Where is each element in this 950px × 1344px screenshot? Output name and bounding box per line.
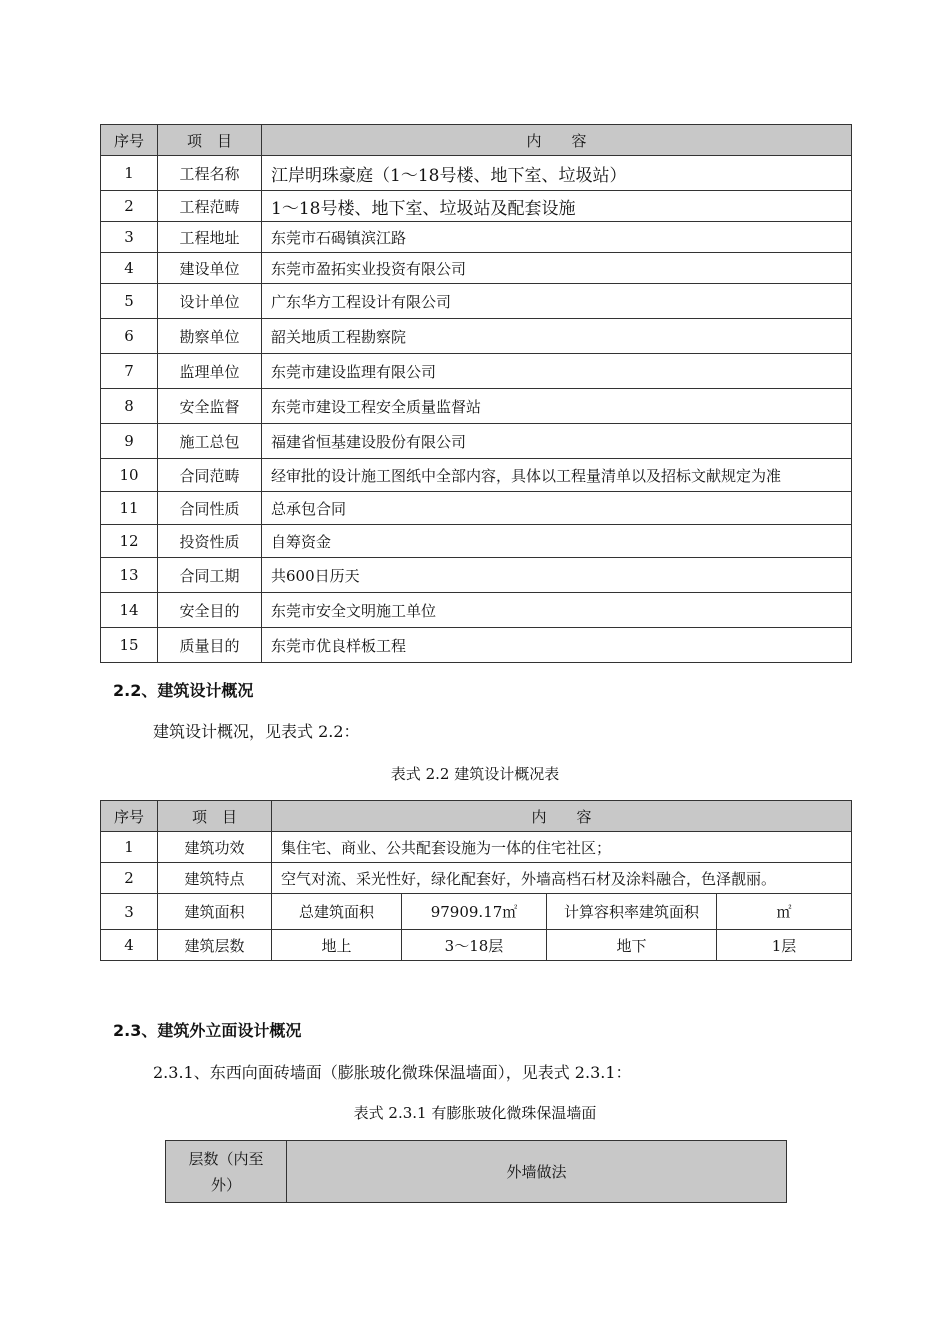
table-row (101, 284, 852, 319)
row-no: 2 (101, 191, 158, 222)
row-no: 10 (101, 459, 158, 492)
header-content: 内 容 (272, 801, 852, 832)
row-no: 14 (101, 593, 158, 628)
row-content: 东莞市盈拓实业投资有限公司 (262, 253, 852, 284)
architectural-design-table (100, 800, 852, 961)
row-no: 5 (101, 284, 158, 319)
row-item: 施工总包 (158, 424, 262, 459)
above-ground-label: 地上 (272, 930, 402, 961)
section-2-3-heading: 2.3、建筑外立面设计概况 (113, 1021, 302, 1040)
row-item: 投资性质 (158, 525, 262, 558)
row-no: 2 (101, 863, 158, 894)
total-area-label: 总建筑面积 (272, 894, 402, 930)
table-header-row (166, 1141, 787, 1203)
row-item: 设计单位 (158, 284, 262, 319)
row-item: 安全监督 (158, 389, 262, 424)
table-header-row (101, 801, 852, 832)
table-header-row (101, 125, 852, 156)
row-no: 6 (101, 319, 158, 354)
underground-value: 1层 (717, 930, 852, 961)
row-item: 建筑面积 (158, 894, 272, 930)
row-no: 3 (101, 894, 158, 930)
header-layers: 层数（内至外） (166, 1141, 287, 1203)
table-row (101, 492, 852, 525)
row-no: 15 (101, 628, 158, 663)
row-content: 福建省恒基建设股份有限公司 (262, 424, 852, 459)
row-no: 7 (101, 354, 158, 389)
above-ground-value: 3～18层 (402, 930, 547, 961)
row-content: 东莞市安全文明施工单位 (262, 593, 852, 628)
header-no: 序号 (101, 125, 158, 156)
table-row (101, 156, 852, 191)
table-row (101, 525, 852, 558)
table-row (101, 832, 852, 863)
table-2-3-1-caption: 表式 2.3.1 有膨胀玻化微珠保温墙面 (353, 1104, 597, 1122)
table-row (101, 593, 852, 628)
row-content: 东莞市优良样板工程 (262, 628, 852, 663)
table-row (101, 628, 852, 663)
row-no: 3 (101, 222, 158, 253)
row-content: 经审批的设计施工图纸中全部内容，具体以工程量清单以及招标文献规定为准 (262, 459, 852, 492)
row-content: 江岸明珠豪庭（1～18号楼、地下室、垃圾站） (262, 156, 852, 191)
table-row (101, 389, 852, 424)
section-2-3-intro: 2.3.1、东西向面砖墙面（膨胀玻化微珠保温墙面），见表式 2.3.1： (153, 1063, 632, 1082)
row-content: 东莞市建设工程安全质量监督站 (262, 389, 852, 424)
row-content: 空气对流、采光性好，绿化配套好，外墙高档石材及涂料融合，色泽靓丽。 (272, 863, 852, 894)
section-2-2-intro: 建筑设计概况，见表式 2.2： (153, 722, 360, 741)
row-content: 广东华方工程设计有限公司 (262, 284, 852, 319)
row-item: 建筑层数 (158, 930, 272, 961)
far-area-value: ㎡ (717, 894, 852, 930)
row-item: 工程范畴 (158, 191, 262, 222)
section-2-2-heading: 2.2、建筑设计概况 (113, 681, 254, 700)
table-row (101, 558, 852, 593)
row-content: 自筹资金 (262, 525, 852, 558)
row-no: 13 (101, 558, 158, 593)
row-item: 质量目的 (158, 628, 262, 663)
header-item: 项 目 (158, 125, 262, 156)
row-item: 建筑特点 (158, 863, 272, 894)
row-item: 合同工期 (158, 558, 262, 593)
row-item: 安全目的 (158, 593, 262, 628)
row-no: 1 (101, 832, 158, 863)
row-content: 东莞市建设监理有限公司 (262, 354, 852, 389)
total-area-value: 97909.17㎡ (402, 894, 547, 930)
row-no: 4 (101, 930, 158, 961)
far-area-label: 计算容积率建筑面积 (547, 894, 717, 930)
table-row (101, 894, 852, 930)
row-no: 8 (101, 389, 158, 424)
row-content: 总承包合同 (262, 492, 852, 525)
table-2-2-caption: 表式 2.2 建筑设计概况表 (390, 765, 560, 783)
row-item: 建设单位 (158, 253, 262, 284)
project-overview-table (100, 124, 852, 663)
table-row (101, 222, 852, 253)
row-item: 工程地址 (158, 222, 262, 253)
header-item: 项 目 (158, 801, 272, 832)
row-item: 合同范畴 (158, 459, 262, 492)
table-row (101, 424, 852, 459)
table-row (101, 863, 852, 894)
row-no: 4 (101, 253, 158, 284)
table-row (101, 354, 852, 389)
table-row (101, 253, 852, 284)
underground-label: 地下 (547, 930, 717, 961)
row-content: 东莞市石碣镇滨江路 (262, 222, 852, 253)
row-item: 工程名称 (158, 156, 262, 191)
table-row (101, 459, 852, 492)
row-content: 韶关地质工程勘察院 (262, 319, 852, 354)
row-no: 11 (101, 492, 158, 525)
row-item: 合同性质 (158, 492, 262, 525)
header-no: 序号 (101, 801, 158, 832)
table-row (101, 191, 852, 222)
row-item: 勘察单位 (158, 319, 262, 354)
row-content: 1～18号楼、地下室、垃圾站及配套设施 (262, 191, 852, 222)
row-no: 12 (101, 525, 158, 558)
header-method: 外墙做法 (287, 1141, 787, 1203)
table-row (101, 930, 852, 961)
table-row (101, 319, 852, 354)
row-item: 监理单位 (158, 354, 262, 389)
row-no: 1 (101, 156, 158, 191)
row-content: 共600日历天 (262, 558, 852, 593)
row-item: 建筑功效 (158, 832, 272, 863)
row-content: 集住宅、商业、公共配套设施为一体的住宅社区； (272, 832, 852, 863)
exterior-wall-table (165, 1140, 787, 1203)
row-no: 9 (101, 424, 158, 459)
header-content: 内 容 (262, 125, 852, 156)
